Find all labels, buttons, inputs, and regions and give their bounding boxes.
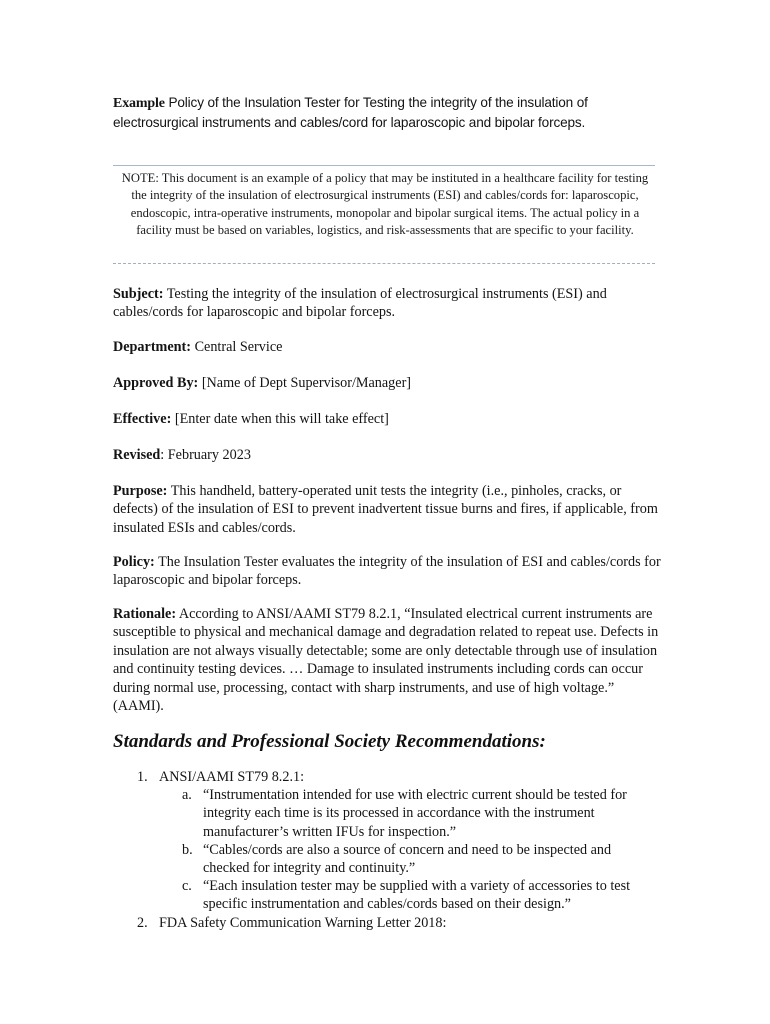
policy-label: Policy: <box>113 554 155 570</box>
revised-field <box>113 446 661 464</box>
rationale-value: According to ANSI/AAMI ST79 8.2.1, “Insulated electrical current instruments are susceptible to physical and mechanical damage and degradation related to repeat use. Defects in insulation are not always visually detectable; some are only detectable through use of insulation and continuity testing devices. … Damage to insulated instruments including cords can occur during normal use, processing, contact with sharp instruments, and use of high voltage.” (AAMI). <box>113 606 659 715</box>
note-box: NOTE: This document is an example of a policy that may be instituted in a healthcare facility for testing the integrity of the insulation of electrosurgical instruments (ESI) and cables/cords for: laparoscopic, endoscopic, intra-operative instruments, monopolar and bipolar surgical items. The actual policy in a facility must be based on variables, logistics, and risk-assessments that are specific to your facility. <box>121 171 649 238</box>
purpose-label: Purpose: <box>113 483 168 499</box>
list-item-number: 1. <box>137 769 148 785</box>
approved-by-label: Approved By: <box>113 375 199 391</box>
sub-item-text: “Each insulation tester may be supplied with a variety of accessories to test specific instrumentation and cables/cords based on their design.” <box>203 878 631 913</box>
policy-value: The Insulation Tester evaluates the integrity of the insulation of ESI and cables/cords for laparoscopic and bipolar forceps. <box>113 554 661 589</box>
subject-value: Testing the integrity of the insulation of electrosurgical instruments (ESI) and cables/cords for laparoscopic and bipolar forceps. <box>113 286 607 321</box>
department-label: Department: <box>113 339 192 355</box>
purpose-value: This handheld, battery-operated unit tests the integrity (i.e., pinholes, cracks, or defects) of the insulation of ESI to prevent inadvertent tissue burns and fires, if applicable, from insulated ESIs and cables/cords. <box>113 483 658 536</box>
purpose-field <box>113 482 661 537</box>
effective-label: Effective: <box>113 411 172 427</box>
note-top-divider <box>113 165 655 166</box>
sub-list-item <box>113 877 661 913</box>
revised-value: : February 2023 <box>160 447 251 463</box>
standards-section-heading: Standards and Professional Society Recommendations: <box>113 731 546 752</box>
document-title <box>113 94 673 132</box>
list-item-number: 2. <box>137 914 148 931</box>
sub-item-text: “Instrumentation intended for use with electric current should be tested for integrity each time is its processed in accordance with the instrument manufacturer’s written IFUs for inspection.” <box>203 787 627 840</box>
effective-field <box>113 410 661 428</box>
list-item-text: FDA Safety Communication Warning Letter 2018: <box>159 914 447 931</box>
rationale-label: Rationale: <box>113 606 177 622</box>
recommendations-list <box>113 768 661 932</box>
approved-by-field <box>113 374 661 392</box>
sub-item-letter: b. <box>182 841 193 858</box>
revised-label: Revised <box>113 447 161 463</box>
list-item <box>113 914 661 932</box>
subject-field <box>113 285 661 322</box>
list-item <box>113 768 661 786</box>
department-field <box>113 338 661 356</box>
sub-list-item <box>113 786 661 841</box>
subject-label: Subject: <box>113 286 164 302</box>
title-first-word: Example <box>113 96 165 111</box>
sub-item-letter: a. <box>182 787 192 804</box>
effective-value: [Enter date when this will take effect] <box>174 411 389 427</box>
sub-list-item <box>113 841 661 877</box>
approved-by-value: [Name of Dept Supervisor/Manager] <box>201 375 412 391</box>
sub-item-letter: c. <box>182 878 192 895</box>
policy-field <box>113 553 661 590</box>
note-bottom-divider <box>113 263 655 264</box>
list-item-text: ANSI/AAMI ST79 8.2.1: <box>159 769 305 785</box>
sub-item-text: “Cables/cords are also a source of concern and need to be inspected and checked for integrity and continuity.” <box>203 841 612 877</box>
department-value: Central Service <box>194 339 283 355</box>
title-rest: Policy of the Insulation Tester for Testing the integrity of the insulation of electrosurgical instruments and cables/cord for laparoscopic and bipolar forceps. <box>113 95 588 130</box>
rationale-field <box>113 605 661 715</box>
